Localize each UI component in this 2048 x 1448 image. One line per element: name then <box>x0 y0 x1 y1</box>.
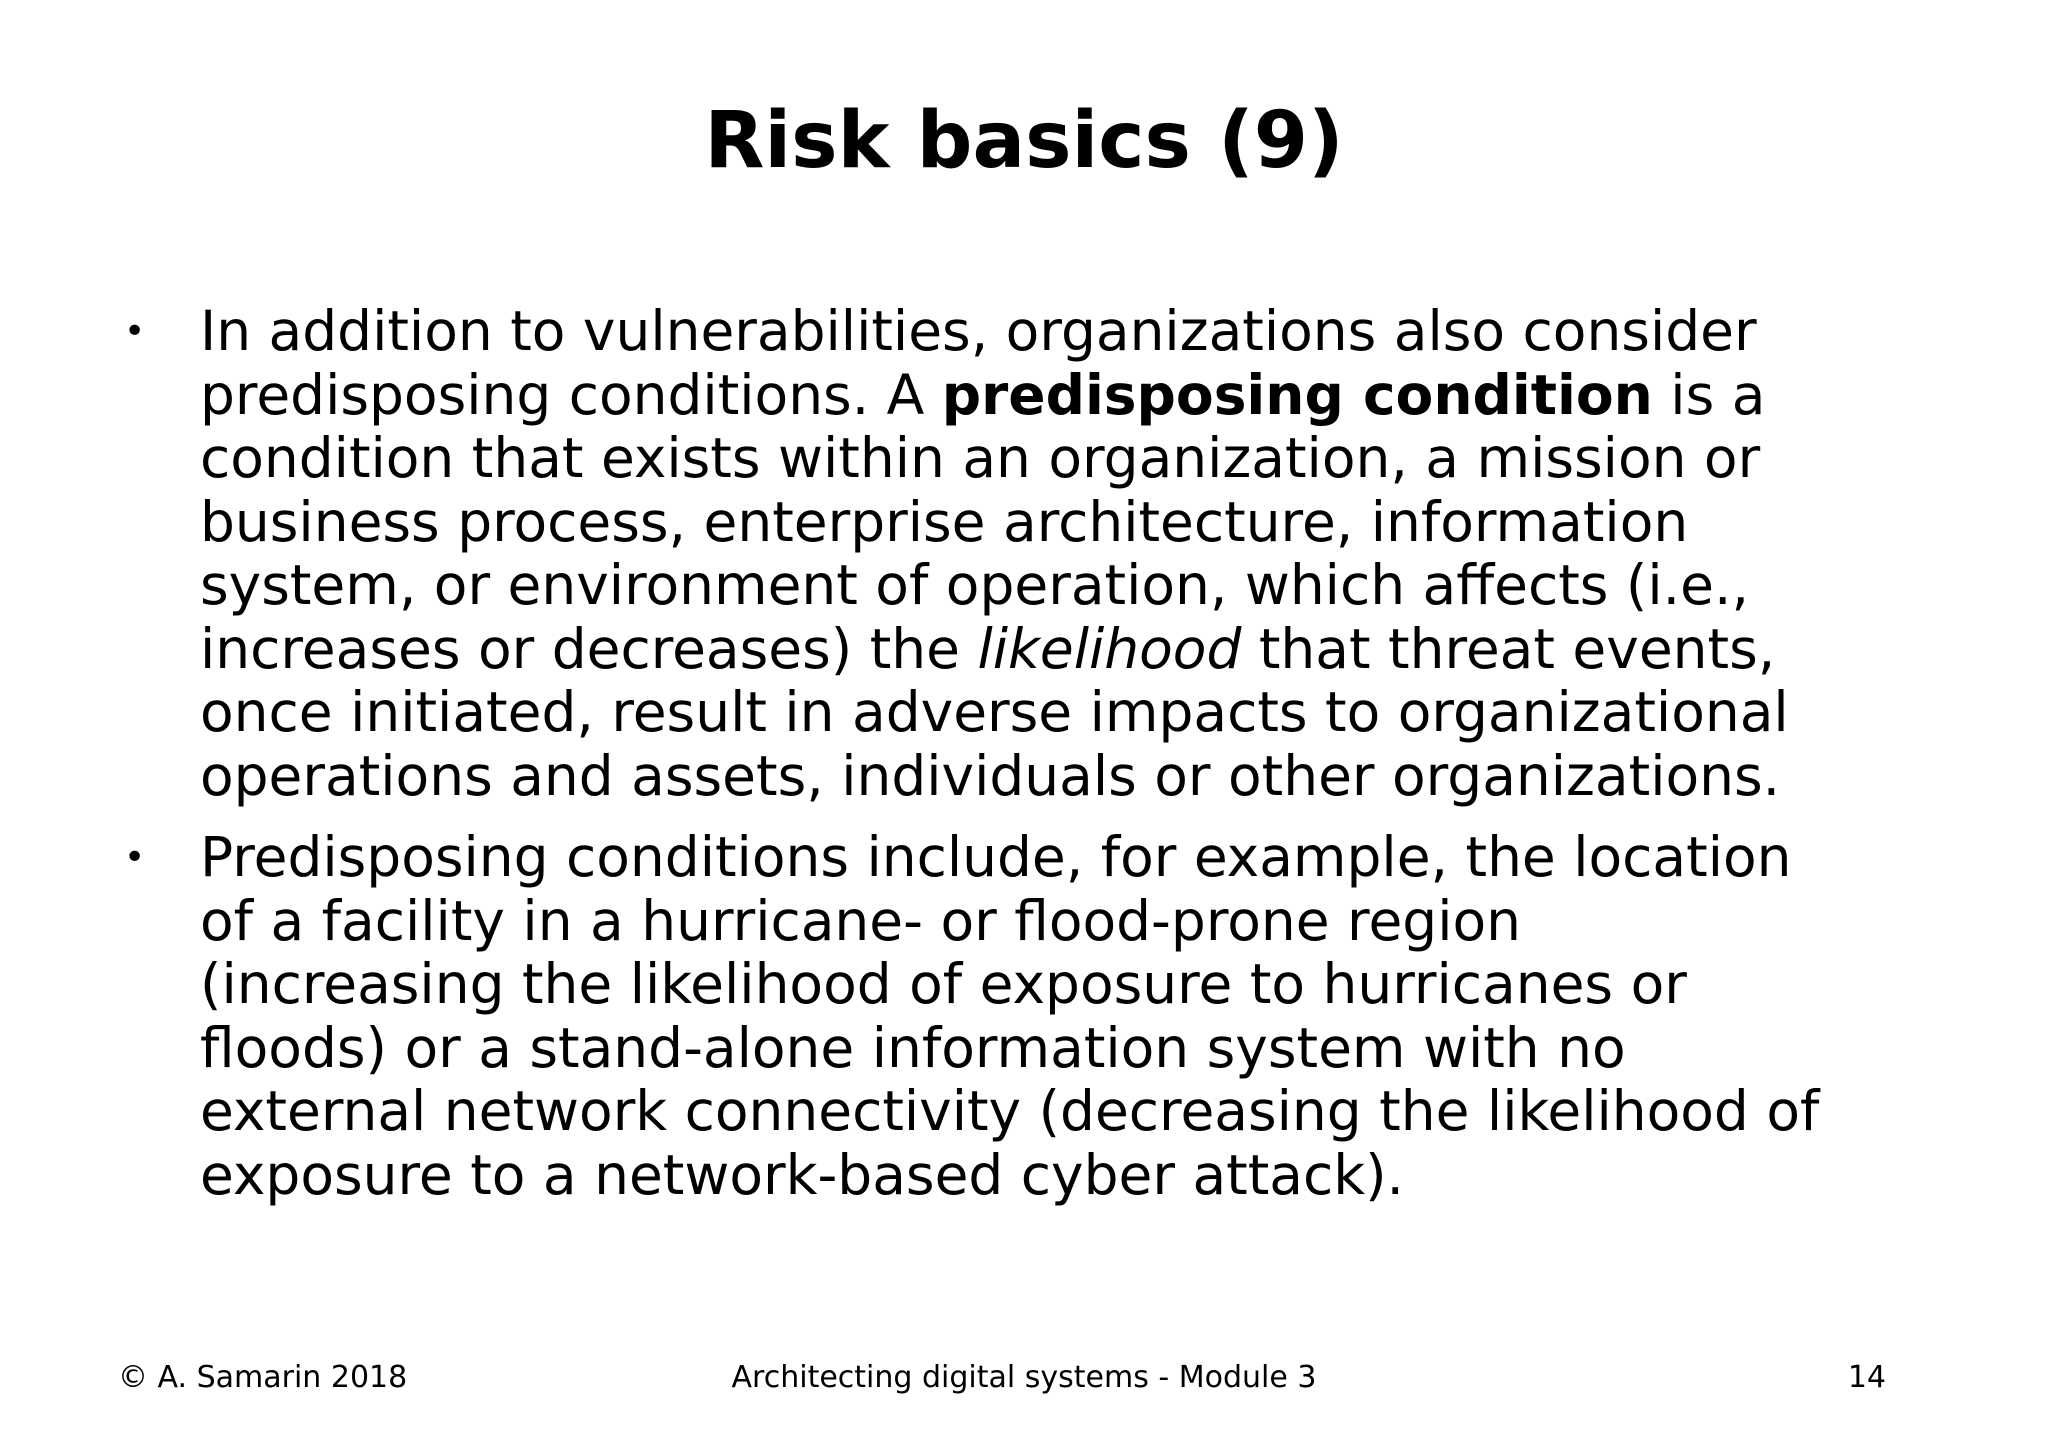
text-run: system, or environment of operation, which affects (i.e., <box>200 553 1749 617</box>
text-run: once initiated, result in adverse impacts to organizational <box>200 680 1789 744</box>
text-run: that threat events, <box>1241 616 1776 681</box>
text-run: condition that exists within an organization, a mission or <box>200 426 1761 490</box>
bullet-line <box>200 1080 1960 1144</box>
italic-term: likelihood <box>977 616 1242 681</box>
bullet-line <box>200 554 1960 618</box>
text-run: Predisposing conditions include, for example, the location <box>200 825 1792 889</box>
bullet-line <box>200 364 1960 428</box>
footer-course-title: Architecting digital systems - Module 3 <box>731 1360 1317 1395</box>
slide-title: Risk basics (9) <box>704 96 1344 186</box>
text-run: floods) or a stand-alone information system with no <box>200 1015 1626 1080</box>
footer-copyright: © A. Samarin 2018 <box>118 1360 408 1395</box>
bullet-line <box>200 491 1960 555</box>
bullet-line <box>200 953 1960 1017</box>
text-run: (increasing the likelihood of exposure to hurricanes or <box>200 952 1687 1016</box>
text-run: predisposing conditions. A <box>200 362 942 427</box>
bullet-item-predisposing-definition <box>120 300 1960 808</box>
text-run: exposure to a network-based cyber attack). <box>200 1142 1405 1207</box>
bullet-line <box>200 826 1960 890</box>
bullet-text <box>200 300 1960 808</box>
text-run: business process, enterprise architecture, information <box>200 489 1689 554</box>
bullet-text <box>200 826 1960 1207</box>
text-run: of a facility in a hurricane- or flood-prone region <box>200 888 1521 953</box>
bullet-line <box>200 427 1960 491</box>
bullet-list <box>120 300 1960 1225</box>
text-run: external network connectivity (decreasing the likelihood of <box>200 1079 1820 1143</box>
text-run: increases or decreases) the <box>200 616 978 681</box>
bold-term: predisposing condition <box>941 362 1653 427</box>
bullet-line <box>200 300 1960 364</box>
footer-page-number: 14 <box>1847 1360 1886 1395</box>
bullet-line <box>200 681 1960 745</box>
bullet-line <box>200 1017 1960 1081</box>
text-run: In addition to vulnerabilities, organizations also consider <box>200 299 1757 363</box>
bullet-marker: • <box>124 837 146 878</box>
bullet-item-predisposing-examples <box>120 826 1960 1207</box>
bullet-line <box>200 890 1960 954</box>
bullet-line <box>200 745 1960 809</box>
text-run: operations and assets, individuals or other organizations. <box>200 743 1781 808</box>
bullet-line <box>200 1144 1960 1208</box>
text-run: is a <box>1652 362 1766 427</box>
bullet-marker: • <box>124 311 146 352</box>
bullet-line <box>200 618 1960 682</box>
